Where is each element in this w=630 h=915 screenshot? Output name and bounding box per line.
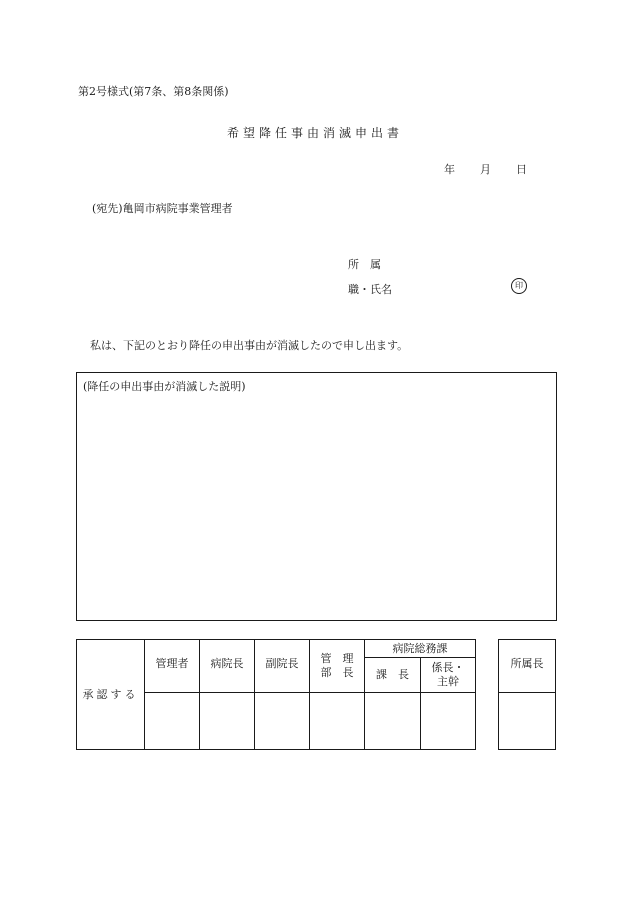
description-label: (降任の申出事由が消滅した説明) — [83, 380, 246, 393]
col-header-section-chief: 課 長 — [364, 657, 421, 693]
col-header-director: 病院長 — [199, 639, 255, 693]
stamp-cell-department-head[interactable] — [498, 692, 556, 750]
date-day-label: 日 — [516, 163, 527, 176]
stamp-cell-director[interactable] — [199, 692, 255, 750]
stamp-cell-manager[interactable] — [144, 692, 200, 750]
stamp-cell-admin-head[interactable] — [309, 692, 365, 750]
seal-mark: 印 — [511, 278, 527, 294]
form-number: 第2号様式(第7条、第8条関係) — [78, 85, 229, 98]
document-title: 希望降任事由消滅申出書 — [226, 126, 403, 140]
col-header-admin-head — [309, 639, 365, 693]
affiliation-label: 所 属 — [348, 258, 381, 271]
date-month-label: 月 — [480, 163, 491, 176]
stamp-cell-vice-director[interactable] — [254, 692, 310, 750]
stamp-cell-section-chief[interactable] — [364, 692, 421, 750]
date-year-label: 年 — [444, 163, 455, 176]
group-header-general-affairs: 病院総務課 — [364, 639, 476, 658]
addressee: (宛先)亀岡市病院事業管理者 — [92, 202, 233, 215]
col-header-manager: 管理者 — [144, 639, 200, 693]
col-header-vice-director: 副院長 — [254, 639, 310, 693]
col-header-subsection-chief: 係長・主幹 — [420, 657, 476, 693]
approval-row-label: 承認する — [76, 639, 145, 750]
admin-head-line1: 管 理 — [320, 652, 354, 665]
col-header-department-head: 所属長 — [498, 639, 556, 693]
statement-text: 私は、下記のとおり降任の申出事由が消滅したので申し出ます。 — [90, 339, 409, 352]
stamp-cell-subsection-chief[interactable] — [420, 692, 476, 750]
description-box[interactable] — [76, 372, 557, 621]
admin-head-line2: 部 長 — [320, 666, 354, 679]
position-name-label: 職・氏名 — [348, 283, 392, 296]
